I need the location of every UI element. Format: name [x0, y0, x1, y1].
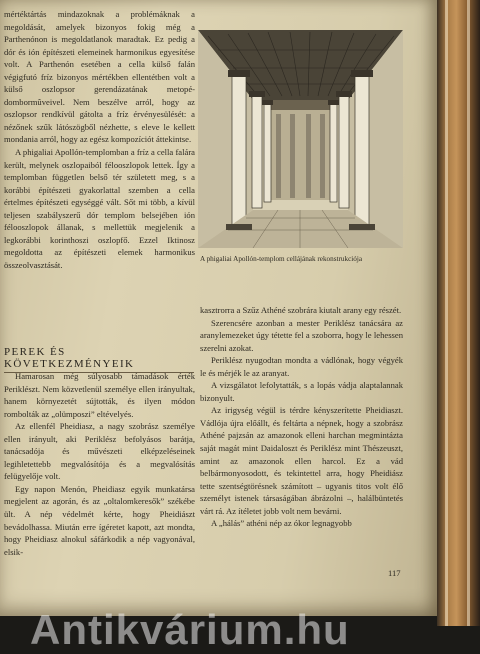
paragraph: A phigaliai Apollón-templomban a fríz a cella falára került, melynek oszlopaiból félooszlopok lettek. Így a templomban független belső tér született meg, s a korábbi építészeti gyakorlattal szemben a cella értelmes építészeti egységgé vált. Sőt mi több, a kívül teljesen szabályszerű dór templom belsejében ión félooszlopok állanak, s mellettük megjelenik a legkorábbi korinthoszi oszlopfő. Ezzel Iktinosz megoldotta az építészeti elemek harmonikus összeolvasztását.: [4, 147, 195, 270]
paragraph: A „hálás” athéni nép az ókor legnagyobb: [211, 518, 352, 529]
paragraph: Szerencsére azonban a mester Periklész tanácsára az aranylemezeket úgy tétette fel a szoborra, hogy le lehessen szerelni azokat.: [200, 317, 403, 353]
text-column-left-bottom: [4, 370, 195, 558]
paragraph: A vizsgálatot lefolytatták, s a lopás vádja alaptalannak bizonyult.: [200, 380, 403, 403]
paragraph: Az ellenfél Pheidiasz, a nagy szobrász személye ellen irányult, aki Periklész befolyásos barátja, tanácsadója és művészeti elképzeléseinek legihletettebb megvalósítója és a megvalósítás felügyelője volt.: [4, 421, 195, 482]
book-spine: [437, 0, 480, 626]
spine-edge: [467, 0, 470, 626]
text-column-right: [200, 304, 403, 530]
temple-illustration-drawing: [198, 30, 403, 248]
paragraph: Egy napon Menón, Pheidiasz egyik munkatársa megjelent az agorán, és az „oltalomkeresők” székébe ült. A nép védelmét kérte, hogy Pheidiászt bevádolhassa. Miután erre ígéretet kapott, azt mondta, hogy Pheidiasz alnokul sáfárkodik a nép vagyonával, elsik-: [4, 483, 195, 557]
paragraph: Az irigység végül is térdre kényszerítette Pheidiaszt. Vádlója újra előállt, és feltárta a népnek, hogy a szobrász Athéné pajzsán az amazonok elleni harchan megmintázta saját magát mint Daidaloszt és Periklész mint Thészeuszt, amint az amazonok ellen harcol. Ez a vád belbármonyosodott, és tekintettel arra, hogy Pheidiász tette szentségtörésnek számított – ugyanis titos volt élő személyt istenek társaságában ábrázolni –, halálbüntetés várt rá. Az ítéletet jobb volt nem bevárni.: [200, 405, 403, 516]
temple-interior-illustration: [198, 30, 403, 248]
section-heading: PEREK ÉS KÖVETKEZMÉNYEIK: [4, 346, 194, 373]
paragraph: Hamarosan még súlyosabb támadások érték Periklészt. Nem közvetlenül személye ellen irányultak, hanem környezetét sújtották, és ilyen módon rombolták az „olümposzi” eltévelyés.: [4, 371, 195, 419]
paragraph: kasztrorra a Szűz Athéné szobrára kiutalt arany egy részét.: [200, 305, 402, 315]
text-column-left-top: [4, 8, 195, 271]
paragraph: Periklész nyugodtan mondta a vádlónak, hogy végyék le és mérjék le az aranyat.: [200, 355, 403, 378]
page-number: 117: [388, 568, 401, 578]
spine-edge: [445, 0, 448, 626]
paragraph: mértéktártás mindazoknak a problémáknak a megoldását, amelyek bizonyos fokig még a Parthenónon is megoldatlanok maradtak. Ez pedig a dór és ión építészeti elemeinek harmonikus egyesítése volt. A Parthenón esetében a cella külső falán végigfutó fríz bizonyos mértékben ellentétben volt a külső oszlopsor gerendázatának metopé-dombormûveivel. Nem beszélve arról, hogy az oszlopsor rendkívül gátolta a fríz érvényesülését: a nézőnek szűk látószögből nézhette, s eleve le kellett mondania arról, hogy az egész kompozíciót áttekintse.: [4, 9, 195, 145]
figure-caption: A phigaliai Apollón-templom cellájának rekonstrukciója: [200, 255, 363, 263]
watermark: Antikvárium.hu: [30, 606, 350, 653]
